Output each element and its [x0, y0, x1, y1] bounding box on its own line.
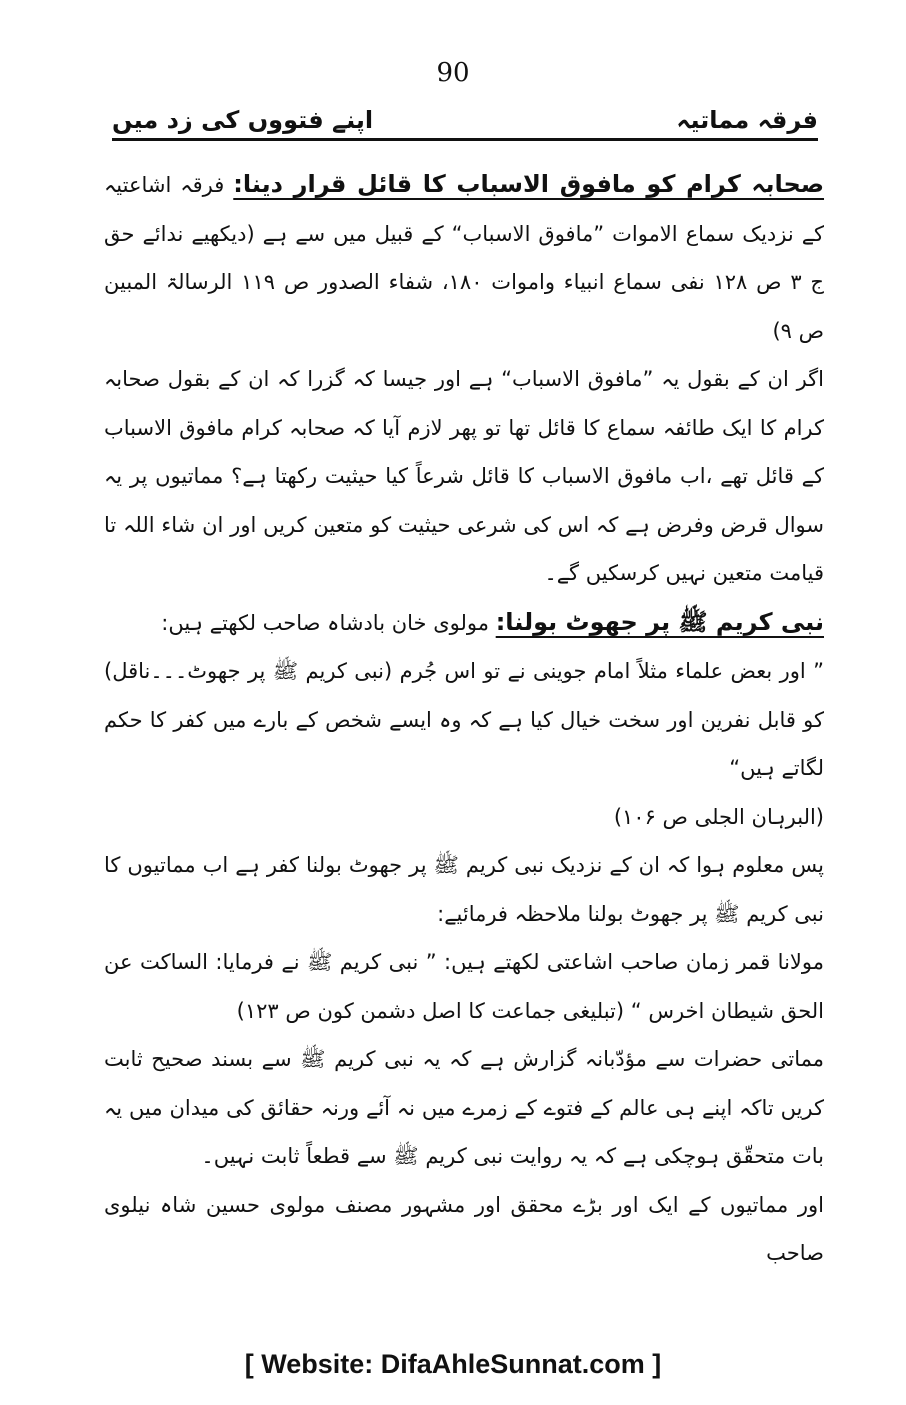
section-paragraph [104, 160, 824, 355]
running-head-left: اپنے فتووں کی زد میں [112, 106, 374, 134]
paragraph-text: مولوی خان بادشاہ صاحب لکھتے ہیں: [161, 610, 489, 635]
page-body [104, 160, 824, 1278]
section-paragraph [104, 598, 824, 648]
paragraph: مماتی حضرات سے مؤدّبانہ گزارش ہے کہ یہ نبی کریم ﷺ سے بسند صحیح ثابت کریں تاکہ اپنے ہی عالم کے فتوے کے زمرے میں نہ آئے ورنہ حقائق کی میدان میں یہ بات متحقّق ہوچکی ہے کہ یہ روایت نبی کریم ﷺ سے قطعاً ثابت نہیں۔ [104, 1047, 824, 1168]
paragraph: اور مماتیوں کے ایک اور بڑے محقق اور مشہور مصنف مولوی حسین شاہ نیلوی صاحب [104, 1192, 824, 1265]
header-divider [112, 138, 818, 141]
page-number: 90 [436, 58, 470, 88]
website-footer: [ Website: DifaAhleSunnat.com ] [244, 1349, 662, 1379]
reference: (البرہان الجلی ص ۱۰۶) [613, 804, 824, 829]
paragraph-text: فرقہ اشاعتیہ کے نزدیک سماع الاموات ”مافوق الاسباب“ کے قبیل میں سے ہے (دیکھیے ندائے حق ج ۳ ص ۱۲۸ نفی سماع انبیاء واموات ۱۸۰، شفاء الصدور ص ۱۱۹ الرسالۃ المبین ص ۹) [104, 173, 824, 343]
quotation: ” اور بعض علماء مثلاً امام جوینی نے تو اس جُرم (نبی کریم ﷺ پر جھوٹ۔۔۔ناقل) کو قابل نفرین اور سخت خیال کیا ہے کہ وہ ایسے شخص کے بارے میں کفر کا حکم لگاتے ہیں“ [104, 659, 824, 780]
paragraph: پس معلوم ہوا کہ ان کے نزدیک نبی کریم ﷺ پر جھوٹ بولنا کفر ہے اب مماتیوں کا نبی کریم ﷺ پر جھوٹ بولنا ملاحظہ فرمائیے: [104, 853, 824, 926]
running-head-right: فرقہ مماتیہ [676, 106, 818, 134]
section-heading: نبی کریم ﷺ پر جھوٹ بولنا: [495, 607, 824, 636]
section-heading: صحابہ کرام کو مافوق الاسباب کا قائل قرار دینا: [233, 170, 825, 198]
paragraph: اگر ان کے بقول یہ ”مافوق الاسباب“ ہے اور جیسا کہ گزرا کہ ان کے بقول صحابہ کرام کا ایک طائفہ سماع کا قائل تھا تو پھر لازم آیا کہ صحابہ کرام مافوق الاسباب کے قائل تھے ،اب مافوق الاسباب کا قائل شرعاً کیا حیثیت رکھتا ہے؟ مماتیوں پر یہ سوال قرض وفرض ہے کہ اس کی شرعی حیثیت کو متعین کریں اور ان شاء اللہ تا قیامت متعین نہیں کرسکیں گے۔ [104, 367, 824, 585]
paragraph: مولانا قمر زمان صاحب اشاعتی لکھتے ہیں: ” نبی کریم ﷺ نے فرمایا: الساکت عن الحق شیطان اخرس “ (تبلیغی جماعت کا اصل دشمن کون ص ۱۲۳) [104, 950, 824, 1023]
running-head [112, 94, 818, 134]
